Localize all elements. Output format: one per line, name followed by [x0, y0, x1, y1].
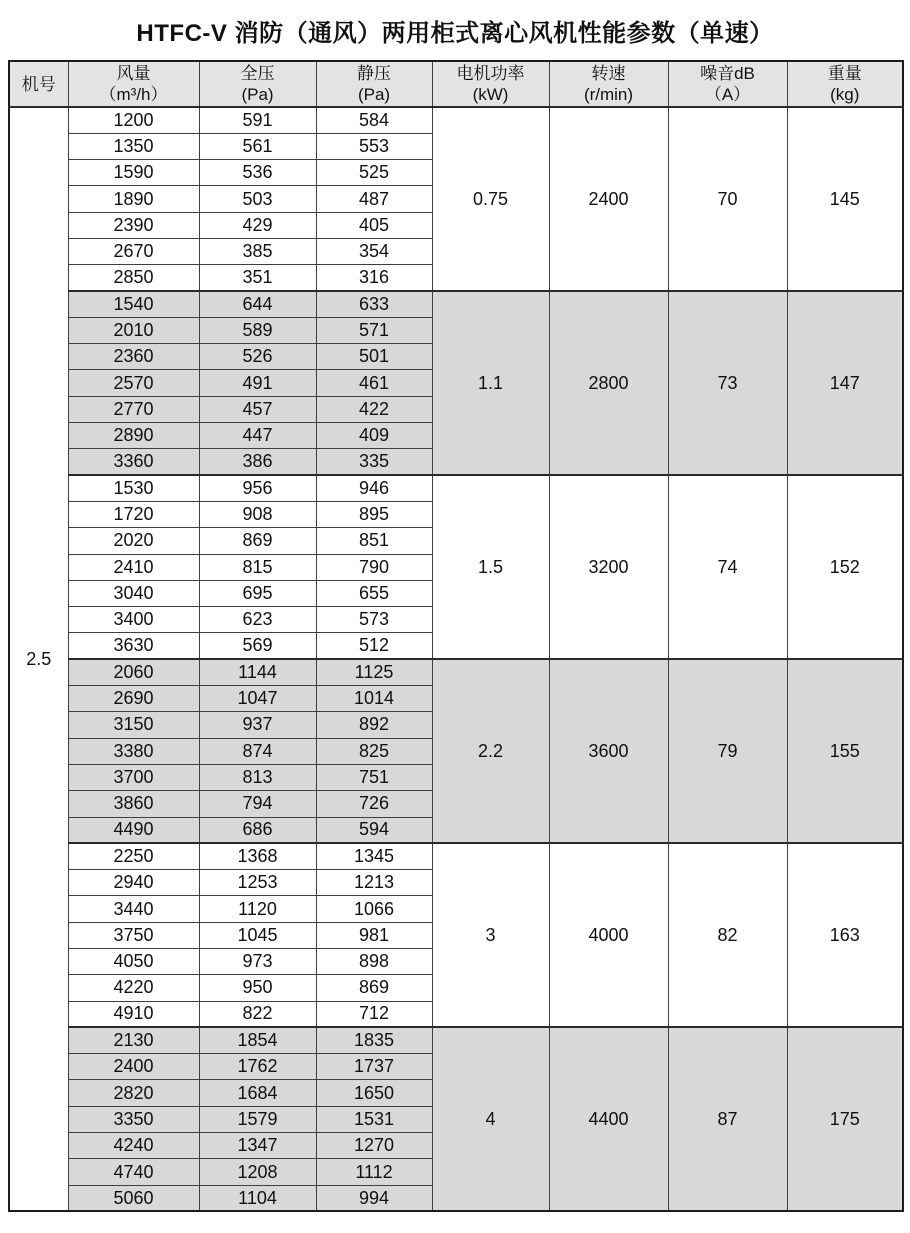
- flow-cell: 3380: [68, 738, 199, 764]
- static-pressure-cell: 1650: [316, 1080, 432, 1106]
- weight-cell: 147: [787, 291, 903, 475]
- static-pressure-cell: 946: [316, 475, 432, 501]
- noise-cell: 70: [668, 107, 787, 291]
- col-header-speed: [549, 61, 668, 107]
- static-pressure-cell: 1835: [316, 1027, 432, 1053]
- col-header-motor-power-label: 电机功率: [456, 64, 525, 83]
- speed-cell: 3600: [549, 659, 668, 843]
- flow-cell: 3700: [68, 764, 199, 790]
- flow-cell: 4240: [68, 1133, 199, 1159]
- flow-cell: 3360: [68, 449, 199, 475]
- static-pressure-cell: 898: [316, 949, 432, 975]
- motor-power-cell: 0.75: [432, 107, 549, 291]
- total-pressure-cell: 1120: [199, 896, 316, 922]
- static-pressure-cell: 461: [316, 370, 432, 396]
- col-header-noise-unit: （A）: [704, 85, 751, 104]
- flow-cell: 2250: [68, 843, 199, 869]
- total-pressure-cell: 644: [199, 291, 316, 317]
- static-pressure-cell: 553: [316, 133, 432, 159]
- col-header-total-pressure: [199, 61, 316, 107]
- total-pressure-cell: 1684: [199, 1080, 316, 1106]
- static-pressure-cell: 1125: [316, 659, 432, 685]
- total-pressure-cell: 1579: [199, 1106, 316, 1132]
- weight-cell: 152: [787, 475, 903, 659]
- col-header-weight: [787, 61, 903, 107]
- static-pressure-cell: 316: [316, 265, 432, 291]
- static-pressure-cell: 633: [316, 291, 432, 317]
- total-pressure-cell: 589: [199, 317, 316, 343]
- static-pressure-cell: 501: [316, 344, 432, 370]
- static-pressure-cell: 892: [316, 712, 432, 738]
- total-pressure-cell: 623: [199, 607, 316, 633]
- static-pressure-cell: 1112: [316, 1159, 432, 1185]
- flow-cell: 2360: [68, 344, 199, 370]
- flow-cell: 4740: [68, 1159, 199, 1185]
- static-pressure-cell: 1066: [316, 896, 432, 922]
- total-pressure-cell: 591: [199, 107, 316, 133]
- col-header-speed-label: 转速: [591, 64, 626, 83]
- static-pressure-cell: 512: [316, 633, 432, 659]
- table-header: [9, 61, 903, 107]
- total-pressure-cell: 908: [199, 501, 316, 527]
- total-pressure-cell: 1368: [199, 843, 316, 869]
- col-header-motor-power: [432, 61, 549, 107]
- flow-cell: 1720: [68, 501, 199, 527]
- table-row: [9, 1027, 903, 1053]
- flow-cell: 1530: [68, 475, 199, 501]
- flow-cell: 2690: [68, 686, 199, 712]
- static-pressure-cell: 584: [316, 107, 432, 133]
- col-header-speed-unit: (r/min): [583, 85, 634, 104]
- total-pressure-cell: 822: [199, 1001, 316, 1027]
- static-pressure-cell: 525: [316, 160, 432, 186]
- col-header-noise-label: 噪音dB: [700, 64, 755, 83]
- weight-cell: 155: [787, 659, 903, 843]
- flow-cell: 2890: [68, 423, 199, 449]
- flow-cell: 2670: [68, 238, 199, 264]
- flow-cell: 2400: [68, 1054, 199, 1080]
- col-header-total-pressure-label: 全压: [240, 64, 275, 83]
- noise-cell: 73: [668, 291, 787, 475]
- total-pressure-cell: 695: [199, 580, 316, 606]
- flow-cell: 2010: [68, 317, 199, 343]
- flow-cell: 2940: [68, 870, 199, 896]
- col-header-static-pressure-unit: (Pa): [357, 85, 391, 104]
- flow-cell: 1890: [68, 186, 199, 212]
- speed-cell: 4000: [549, 843, 668, 1027]
- total-pressure-cell: 1347: [199, 1133, 316, 1159]
- performance-table: [8, 60, 904, 1212]
- total-pressure-cell: 686: [199, 817, 316, 843]
- flow-cell: 2850: [68, 265, 199, 291]
- col-header-noise: [668, 61, 787, 107]
- total-pressure-cell: 447: [199, 423, 316, 449]
- total-pressure-cell: 503: [199, 186, 316, 212]
- total-pressure-cell: 491: [199, 370, 316, 396]
- total-pressure-cell: 351: [199, 265, 316, 291]
- total-pressure-cell: 813: [199, 764, 316, 790]
- col-header-static-pressure-label: 静压: [357, 64, 391, 83]
- flow-cell: 2820: [68, 1080, 199, 1106]
- header-row: [9, 61, 903, 107]
- static-pressure-cell: 335: [316, 449, 432, 475]
- static-pressure-cell: 726: [316, 791, 432, 817]
- weight-cell: 175: [787, 1027, 903, 1211]
- static-pressure-cell: 1270: [316, 1133, 432, 1159]
- static-pressure-cell: 712: [316, 1001, 432, 1027]
- total-pressure-cell: 794: [199, 791, 316, 817]
- static-pressure-cell: 405: [316, 212, 432, 238]
- table-row: [9, 291, 903, 317]
- static-pressure-cell: 571: [316, 317, 432, 343]
- static-pressure-cell: 895: [316, 501, 432, 527]
- total-pressure-cell: 950: [199, 975, 316, 1001]
- flow-cell: 4220: [68, 975, 199, 1001]
- col-header-flow-unit: （m³/h）: [99, 85, 168, 104]
- total-pressure-cell: 874: [199, 738, 316, 764]
- page-title: HTFC-V 消防（通风）两用柜式离心风机性能参数（单速）: [136, 20, 774, 47]
- table-row: [9, 107, 903, 133]
- table-body: [9, 107, 903, 1211]
- static-pressure-cell: 994: [316, 1185, 432, 1211]
- flow-cell: 2410: [68, 554, 199, 580]
- motor-power-cell: 3: [432, 843, 549, 1027]
- total-pressure-cell: 385: [199, 238, 316, 264]
- speed-cell: 4400: [549, 1027, 668, 1211]
- static-pressure-cell: 869: [316, 975, 432, 1001]
- speed-cell: 2800: [549, 291, 668, 475]
- flow-cell: 1540: [68, 291, 199, 317]
- total-pressure-cell: 973: [199, 949, 316, 975]
- static-pressure-cell: 1531: [316, 1106, 432, 1132]
- col-header-total-pressure-unit: (Pa): [241, 85, 274, 104]
- static-pressure-cell: 573: [316, 607, 432, 633]
- flow-cell: 2130: [68, 1027, 199, 1053]
- static-pressure-cell: 1014: [316, 686, 432, 712]
- static-pressure-cell: 825: [316, 738, 432, 764]
- total-pressure-cell: 429: [199, 212, 316, 238]
- flow-cell: 3350: [68, 1106, 199, 1132]
- static-pressure-cell: 1345: [316, 843, 432, 869]
- flow-cell: 2020: [68, 528, 199, 554]
- flow-cell: 3440: [68, 896, 199, 922]
- col-header-model-label: 机号: [21, 74, 56, 94]
- table-row: [9, 475, 903, 501]
- flow-cell: 1350: [68, 133, 199, 159]
- total-pressure-cell: 569: [199, 633, 316, 659]
- static-pressure-cell: 1737: [316, 1054, 432, 1080]
- flow-cell: 5060: [68, 1185, 199, 1211]
- motor-power-cell: 2.2: [432, 659, 549, 843]
- table-row: [9, 659, 903, 685]
- flow-cell: 2060: [68, 659, 199, 685]
- noise-cell: 79: [668, 659, 787, 843]
- total-pressure-cell: 1047: [199, 686, 316, 712]
- flow-cell: 2570: [68, 370, 199, 396]
- col-header-weight-unit: (kg): [830, 85, 860, 104]
- col-header-motor-power-unit: (kW): [472, 85, 509, 104]
- motor-power-cell: 1.5: [432, 475, 549, 659]
- static-pressure-cell: 790: [316, 554, 432, 580]
- total-pressure-cell: 1144: [199, 659, 316, 685]
- col-header-static-pressure: [316, 61, 432, 107]
- total-pressure-cell: 536: [199, 160, 316, 186]
- flow-cell: 1590: [68, 160, 199, 186]
- total-pressure-cell: 1104: [199, 1185, 316, 1211]
- flow-cell: 3750: [68, 922, 199, 948]
- weight-cell: 163: [787, 843, 903, 1027]
- flow-cell: 3860: [68, 791, 199, 817]
- total-pressure-cell: 561: [199, 133, 316, 159]
- weight-cell: 145: [787, 107, 903, 291]
- speed-cell: 2400: [549, 107, 668, 291]
- static-pressure-cell: 751: [316, 764, 432, 790]
- flow-cell: 3150: [68, 712, 199, 738]
- noise-cell: 74: [668, 475, 787, 659]
- flow-cell: 3040: [68, 580, 199, 606]
- total-pressure-cell: 386: [199, 449, 316, 475]
- total-pressure-cell: 869: [199, 528, 316, 554]
- total-pressure-cell: 815: [199, 554, 316, 580]
- static-pressure-cell: 354: [316, 238, 432, 264]
- total-pressure-cell: 457: [199, 396, 316, 422]
- static-pressure-cell: 851: [316, 528, 432, 554]
- static-pressure-cell: 981: [316, 922, 432, 948]
- total-pressure-cell: 1208: [199, 1159, 316, 1185]
- table-row: [9, 843, 903, 869]
- total-pressure-cell: 1253: [199, 870, 316, 896]
- col-header-flow-label: 风量: [116, 64, 151, 83]
- motor-power-cell: 4: [432, 1027, 549, 1211]
- total-pressure-cell: 1854: [199, 1027, 316, 1053]
- noise-cell: 87: [668, 1027, 787, 1211]
- static-pressure-cell: 487: [316, 186, 432, 212]
- col-header-model: [9, 61, 68, 107]
- flow-cell: 1200: [68, 107, 199, 133]
- total-pressure-cell: 937: [199, 712, 316, 738]
- total-pressure-cell: 526: [199, 344, 316, 370]
- model-number-cell: 2.5: [9, 107, 68, 1211]
- total-pressure-cell: 956: [199, 475, 316, 501]
- flow-cell: 3630: [68, 633, 199, 659]
- flow-cell: 2390: [68, 212, 199, 238]
- total-pressure-cell: 1045: [199, 922, 316, 948]
- col-header-flow: [68, 61, 199, 107]
- flow-cell: 4050: [68, 949, 199, 975]
- total-pressure-cell: 1762: [199, 1054, 316, 1080]
- static-pressure-cell: 655: [316, 580, 432, 606]
- flow-cell: 4910: [68, 1001, 199, 1027]
- flow-cell: 2770: [68, 396, 199, 422]
- flow-cell: 3400: [68, 607, 199, 633]
- static-pressure-cell: 409: [316, 423, 432, 449]
- static-pressure-cell: 594: [316, 817, 432, 843]
- static-pressure-cell: 422: [316, 396, 432, 422]
- col-header-weight-label: 重量: [827, 64, 862, 83]
- noise-cell: 82: [668, 843, 787, 1027]
- static-pressure-cell: 1213: [316, 870, 432, 896]
- motor-power-cell: 1.1: [432, 291, 549, 475]
- flow-cell: 4490: [68, 817, 199, 843]
- speed-cell: 3200: [549, 475, 668, 659]
